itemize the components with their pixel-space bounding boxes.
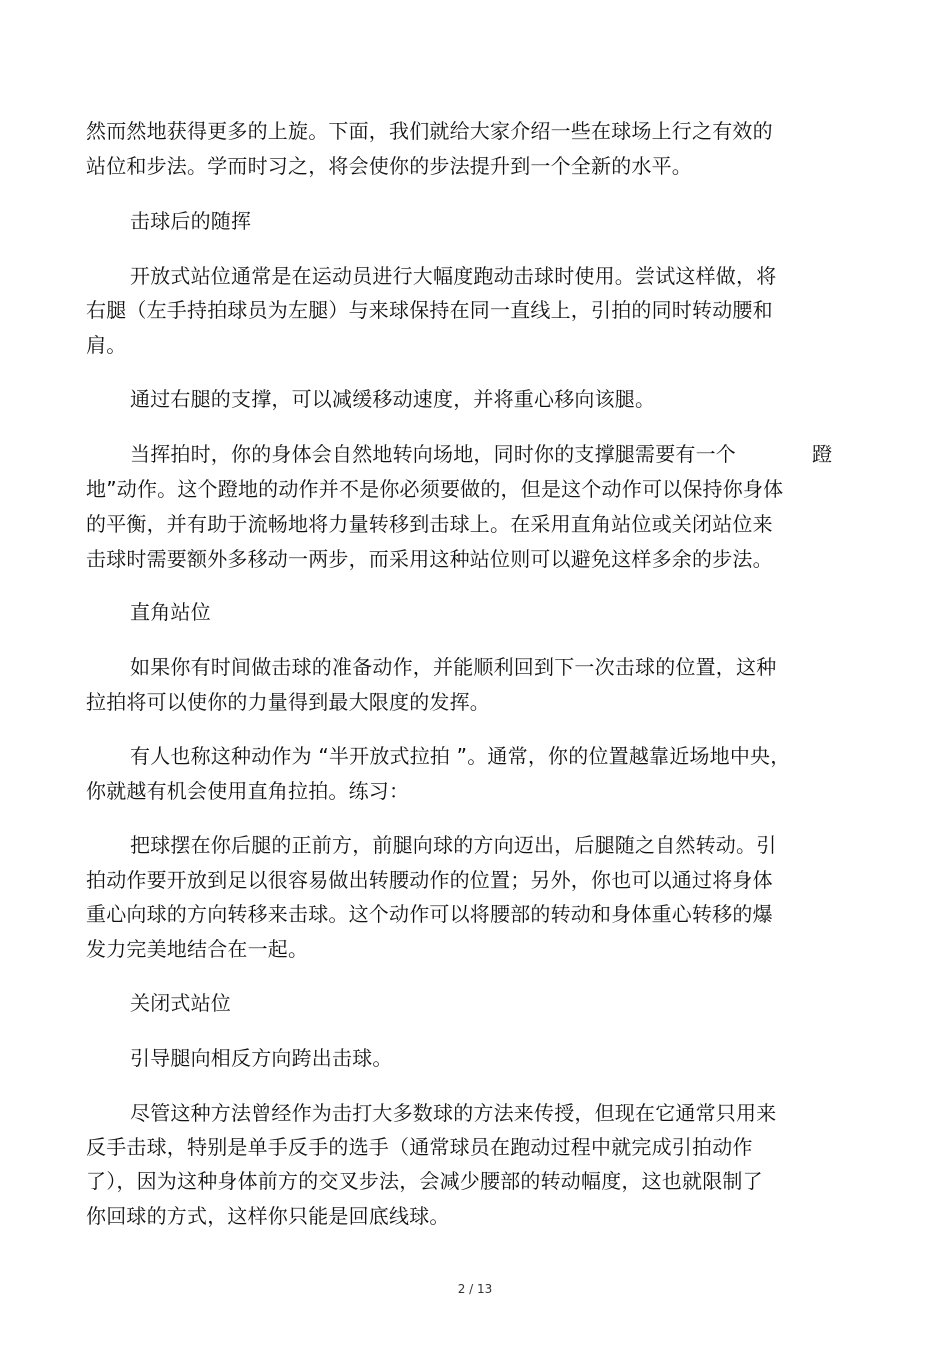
text-line: 肩。 [86,333,127,357]
text-line: 有人也称这种动作为 “半开放式拉拍 ”。通常，你的位置越靠近场地中央， [130,744,791,768]
text-line: 了），因为这种身体前方的交叉步法，会减少腰部的转动幅度，这也就限制了 [86,1169,763,1193]
text-line: 站位和步法。学而时习之，将会使你的步法提升到一个全新的水平。 [86,154,692,178]
text-line: 尽管这种方法曾经作为击打大多数球的方法来传授，但现在它通常只用来 [130,1101,777,1125]
text-line: 地”动作。这个蹬地的动作并不是你必须要做的，但是这个动作可以保持你身体 [86,477,784,501]
text-line: 如果你有时间做击球的准备动作，并能顺利回到下一次击球的位置，这种 [130,655,777,679]
text-line: 拍动作要开放到足以很容易做出转腰动作的位置；另外，你也可以通过将身体 [86,868,773,892]
text-line: 的平衡，并有助于流畅地将力量转移到击球上。在采用直角站位或关闭站位来 [86,512,773,536]
text-line: 把球摆在你后腿的正前方，前腿向球的方向迈出，后腿随之自然转动。引 [130,833,777,857]
text-line: 你回球的方式，这样你只能是回底线球。 [86,1204,450,1228]
text-line: 拉拍将可以使你的力量得到最大限度的发挥。 [86,690,490,714]
text-line: 右腿（左手持拍球员为左腿）与来球保持在同一直线上，引拍的同时转动腰和 [86,298,773,322]
text-line: 你就越有机会使用直角拉拍。练习： [86,779,410,803]
section-heading: 击球后的随挥 [130,209,252,233]
text-fragment: 蹬 [812,442,832,466]
text-line: 然而然地获得更多的上旋。下面，我们就给大家介绍一些在球场上行之有效的 [86,119,773,143]
text-line: 通过右腿的支撑，可以减缓移动速度，并将重心移向该腿。 [130,387,656,411]
section-heading: 直角站位 [130,600,211,624]
text-line: 重心向球的方向转移来击球。这个动作可以将腰部的转动和身体重心转移的爆 [86,902,773,926]
text-line: 发力完美地结合在一起。 [86,937,309,961]
text-line: 开放式站位通常是在运动员进行大幅度跑动击球时使用。尝试这样做，将 [130,264,777,288]
text-line: 反手击球，特别是单手反手的选手（通常球员在跑动过程中就完成引拍动作 [86,1135,753,1159]
text-line: 引导腿向相反方向跨出击球。 [130,1046,393,1070]
text-line: 击球时需要额外多移动一两步，而采用这种站位则可以避免这样多余的步法。 [86,547,773,571]
section-heading: 关闭式站位 [130,991,231,1015]
page-number: 2 / 13 [457,1282,493,1296]
text-line: 当挥拍时，你的身体会自然地转向场地，同时你的支撑腿需要有一个 [130,442,736,466]
